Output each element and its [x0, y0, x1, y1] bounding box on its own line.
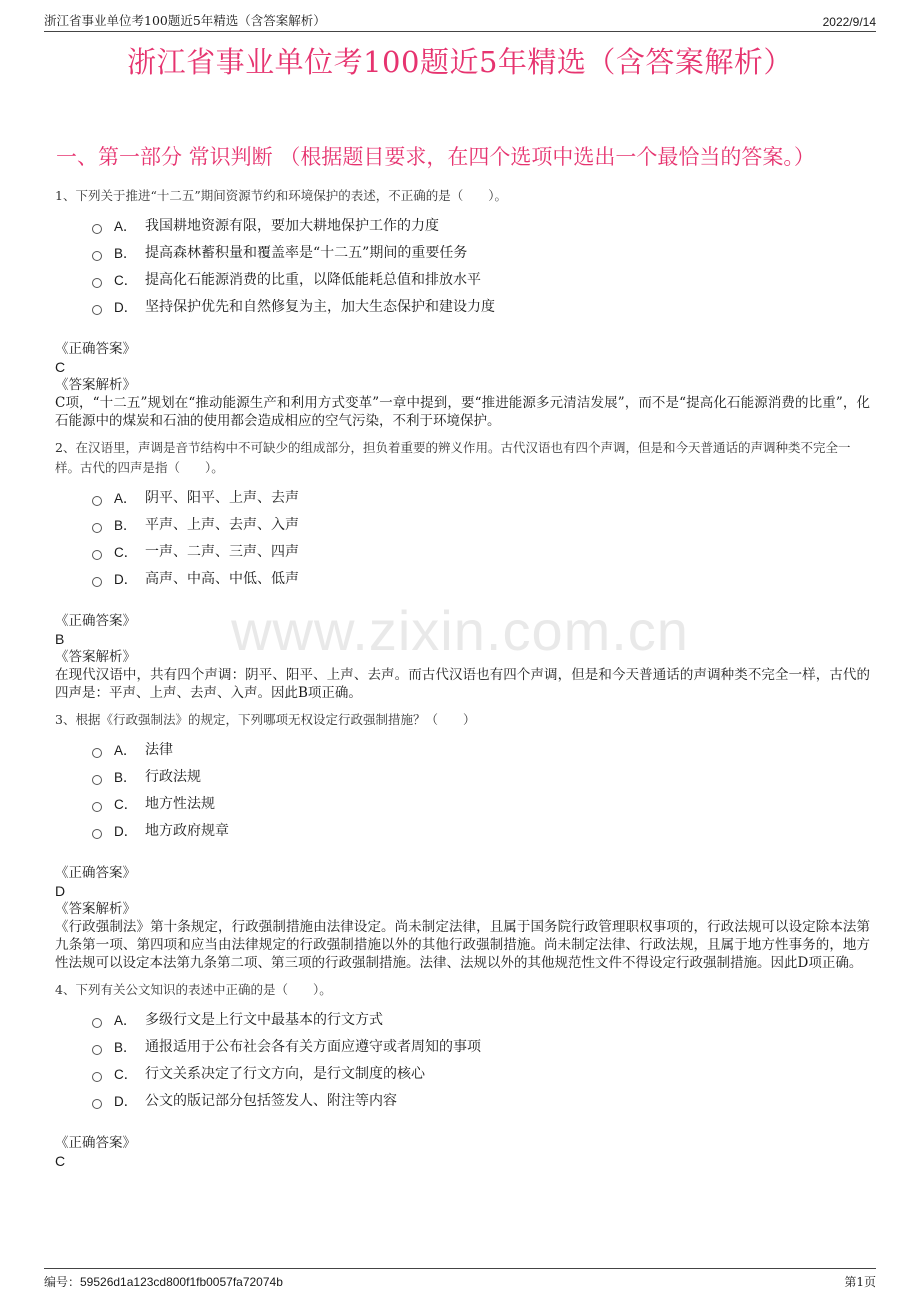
option-d[interactable]: D． 公文的版记部分包括签发人、附注等内容 [92, 1086, 870, 1113]
radio-icon[interactable] [92, 550, 102, 560]
explanation-label: 《答案解析》 [55, 377, 136, 393]
page-footer [44, 1268, 876, 1290]
radio-icon[interactable] [92, 802, 102, 812]
radio-icon[interactable] [92, 278, 102, 288]
radio-icon[interactable] [92, 224, 102, 234]
section-title: 一、第一部分 常识判断 （根据题目要求，在四个选项中选出一个最恰当的答案。） [56, 145, 815, 169]
options-list [92, 211, 870, 319]
radio-icon[interactable] [92, 748, 102, 758]
document-code: 编号：59526d1a123cd800f1fb0057fa72074b [44, 1275, 283, 1289]
answer-block [55, 340, 870, 430]
answer-value: B [55, 631, 65, 647]
option-b[interactable]: B． 行政法规 [92, 762, 870, 789]
radio-icon[interactable] [92, 305, 102, 315]
question-stem: 4、下列有关公文知识的表述中正确的是（ ）。 [55, 982, 332, 997]
options-list [92, 735, 870, 843]
option-d[interactable]: D． 坚持保护优先和自然修复为主，加大生态保护和建设力度 [92, 292, 870, 319]
question-3 [55, 710, 870, 972]
option-a[interactable]: A． 我国耕地资源有限，要加大耕地保护工作的力度 [92, 211, 870, 238]
options-list [92, 483, 870, 591]
question-stem: 2、在汉语里，声调是音节结构中不可缺少的组成部分，担负着重要的辨义作用。古代汉语也有四个声调，但是和今天普通话的声调种类不完全一样。古代的四声是指（ ）。 [55, 440, 851, 475]
option-c[interactable]: C． 行文关系决定了行文方向，是行文制度的核心 [92, 1059, 870, 1086]
option-c[interactable]: C． 一声、二声、三声、四声 [92, 537, 870, 564]
option-b[interactable]: B． 平声、上声、去声、入声 [92, 510, 870, 537]
radio-icon[interactable] [92, 1045, 102, 1055]
answer-label: 《正确答案》 [55, 865, 136, 881]
option-d[interactable]: D． 地方政府规章 [92, 816, 870, 843]
option-b[interactable]: B． 通报适用于公布社会各有关方面应遵守或者周知的事项 [92, 1032, 870, 1059]
question-stem: 1、下列关于推进“十二五”期间资源节约和环境保护的表述，不正确的是（ ）。 [55, 188, 507, 203]
options-list [92, 1005, 870, 1113]
option-d[interactable]: D． 高声、中高、中低、低声 [92, 564, 870, 591]
question-4 [55, 980, 870, 1170]
document-title: 浙江省事业单位考100题近5年精选（含答案解析） [127, 45, 793, 79]
radio-icon[interactable] [92, 523, 102, 533]
explanation-label: 《答案解析》 [55, 901, 136, 917]
radio-icon[interactable] [92, 775, 102, 785]
header-date: 2022/9/14 [822, 15, 876, 29]
answer-label: 《正确答案》 [55, 1135, 136, 1151]
option-a[interactable]: A． 法律 [92, 735, 870, 762]
radio-icon[interactable] [92, 1072, 102, 1082]
answer-value: C [55, 1153, 66, 1169]
answer-label: 《正确答案》 [55, 613, 136, 629]
answer-block [55, 1134, 870, 1170]
radio-icon[interactable] [92, 829, 102, 839]
radio-icon[interactable] [92, 1018, 102, 1028]
radio-icon[interactable] [92, 1099, 102, 1109]
question-1 [55, 186, 870, 430]
option-c[interactable]: C． 地方性法规 [92, 789, 870, 816]
question-stem: 3、根据《行政强制法》的规定，下列哪项无权设定行政强制措施？（ ） [55, 712, 476, 727]
explanation-text: C项，“十二五”规划在“推动能源生产和利用方式变革”一章中提到，要“推进能源多元清洁发展”，而不是“提高化石能源消费的比重”，化石能源中的煤炭和石油的使用都会造成相应的空气污染，不利于环境保护。 [55, 395, 870, 429]
answer-value: D [55, 883, 66, 899]
option-b[interactable]: B． 提高森林蓄积量和覆盖率是“十二五”期间的重要任务 [92, 238, 870, 265]
radio-icon[interactable] [92, 577, 102, 587]
header-title: 浙江省事业单位考100题近5年精选（含答案解析） [44, 13, 326, 28]
option-a[interactable]: A． 阴平、阳平、上声、去声 [92, 483, 870, 510]
page-number: 第1页 [844, 1275, 876, 1289]
option-c[interactable]: C． 提高化石能源消费的比重，以降低能耗总值和排放水平 [92, 265, 870, 292]
answer-block [55, 864, 870, 972]
explanation-label: 《答案解析》 [55, 649, 136, 665]
page-header [44, 10, 876, 32]
answer-label: 《正确答案》 [55, 341, 136, 357]
explanation-text: 《行政强制法》第十条规定，行政强制措施由法律设定。尚未制定法律，且属于国务院行政管理职权事项的，行政法规可以设定除本法第九条第一项、第四项和应当由法律规定的行政强制措施以外的其他行政强制措施。尚未制定法律、行政法规，且属于地方性事务的，地方性法规可以设定本法第九条第二项、第三项的行政强制措施。法律、法规以外的其他规范性文件不得设定行政强制措施。因此D项正确。 [55, 919, 870, 971]
explanation-text: 在现代汉语中，共有四个声调：阴平、阳平、上声、去声。而古代汉语也有四个声调，但是和今天普通话的声调种类不完全一样，古代的四声是：平声、上声、去声、入声。因此B项正确。 [55, 667, 870, 701]
question-2 [55, 438, 870, 702]
radio-icon[interactable] [92, 251, 102, 261]
option-a[interactable]: A． 多级行文是上行文中最基本的行文方式 [92, 1005, 870, 1032]
questions-list [55, 186, 870, 1178]
answer-block [55, 612, 870, 702]
answer-value: C [55, 359, 66, 375]
watermark: www.zixin.com.cn [231, 599, 689, 662]
radio-icon[interactable] [92, 496, 102, 506]
